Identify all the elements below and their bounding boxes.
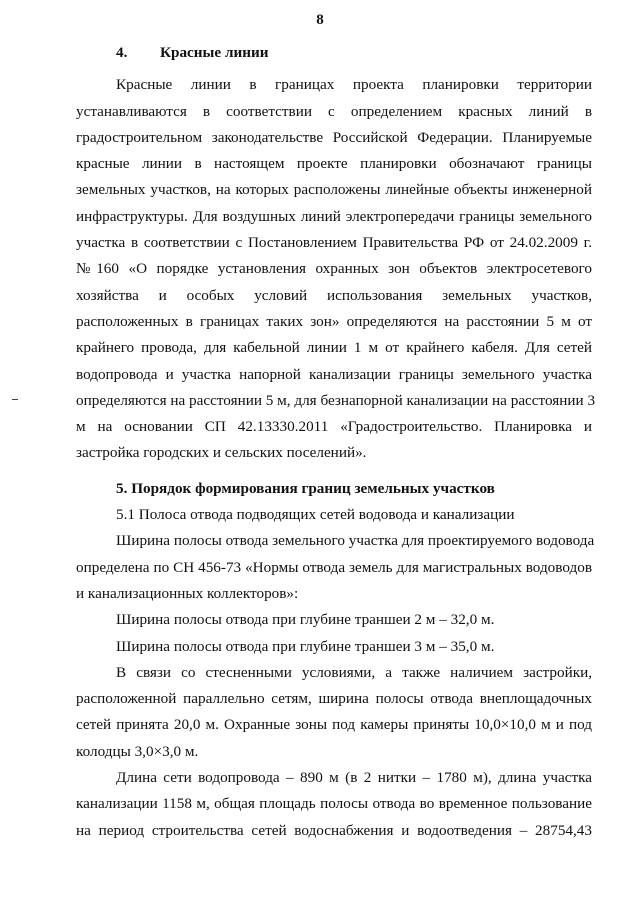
paragraph-line: участка в соответствии с Постановлением Правительства РФ от 24.02.2009 г.: [76, 234, 592, 252]
paragraph-line: хозяйства и особых условий использования земельных участков,: [76, 286, 592, 304]
paragraph-line: расположенных в границах таких зон» определяются на расстоянии 5 м от: [76, 312, 592, 330]
paragraph-line: красные линии в настоящем проекте планировки обозначают границы: [76, 155, 592, 173]
paragraph-line: расположенной параллельно сетям, ширина полосы отвода внеплощадочных: [76, 690, 592, 708]
margin-mark: [12, 399, 18, 400]
paragraph-line: градостроительном законодательстве Российской Федерации. Планируемые: [76, 128, 592, 146]
paragraph-line: Красные линии в границах проекта планировки территории: [116, 76, 592, 94]
section-5-paragraph-2: [76, 660, 592, 765]
paragraph-line: колодцы 3,0×3,0 м.: [76, 742, 199, 760]
section-5-paragraph-1: [76, 528, 595, 607]
section-4-paragraph: [76, 72, 596, 466]
section-4-number: 4.: [116, 44, 128, 61]
paragraph-line: и канализационных коллекторов»:: [76, 584, 299, 602]
paragraph-line: сетей принята 20,0 м. Охранные зоны под камеры приняты 10,0×10,0 м и под: [76, 716, 592, 734]
paragraph-line: застройка городских и сельских поселений».: [76, 444, 367, 462]
paragraph-line: земельных участков, на которых расположены линейные объекты инженерной: [76, 181, 592, 199]
section-4-heading: [116, 40, 592, 66]
paragraph-line: на период строительства сетей водоснабжения и водоотведения – 28754,43: [76, 821, 592, 839]
section-5-heading: 5. Порядок формирования границ земельных участков: [116, 479, 495, 497]
width-depth-3-line: Ширина полосы отвода при глубине траншеи 3 м – 35,0 м.: [116, 637, 495, 655]
paragraph-line: м на основании СП 42.13330.2011 «Градостроительство. Планировка и: [76, 418, 592, 436]
paragraph-line: В связи со стесненными условиями, а также наличием застройки,: [116, 663, 592, 681]
section-5-paragraph-3: [76, 765, 592, 844]
paragraph-line: определена по СН 456-73 «Нормы отвода земель для магистральных водоводов: [76, 558, 592, 576]
page-number: 8: [316, 12, 324, 28]
paragraph-line: канализации 1158 м, общая площадь полосы отвода во временное пользование: [76, 795, 592, 813]
paragraph-line: Ширина полосы отвода земельного участка для проектируемого водовода: [116, 532, 595, 550]
paragraph-line: устанавливаются в соответствии с определением красных линий в: [76, 102, 592, 120]
width-depth-2-line: Ширина полосы отвода при глубине траншеи 2 м – 32,0 м.: [116, 611, 495, 629]
section-4-title: Красные линии: [160, 44, 269, 61]
page-content: [76, 40, 596, 844]
paragraph-line: №160 «О порядке установления охранных зон объектов электросетевого: [76, 260, 592, 278]
paragraph-line: инфраструктуры. Для воздушных линий электропередачи границы земельного: [76, 207, 592, 225]
paragraph-line: водопровода и участка напорной канализации границы земельного участка: [76, 365, 592, 383]
paragraph-line: крайнего провода, для кабельной линии 1 м от крайнего кабеля. Для сетей: [76, 339, 592, 357]
paragraph-line: определяются на расстоянии 5 м, для безнапорной канализации на расстоянии 3: [76, 391, 596, 409]
paragraph-line: Длина сети водопровода – 890 м (в 2 нитки – 1780 м), длина участка: [116, 769, 592, 787]
section-5-1-subheading: 5.1 Полоса отвода подводящих сетей водовода и канализации: [116, 506, 515, 524]
